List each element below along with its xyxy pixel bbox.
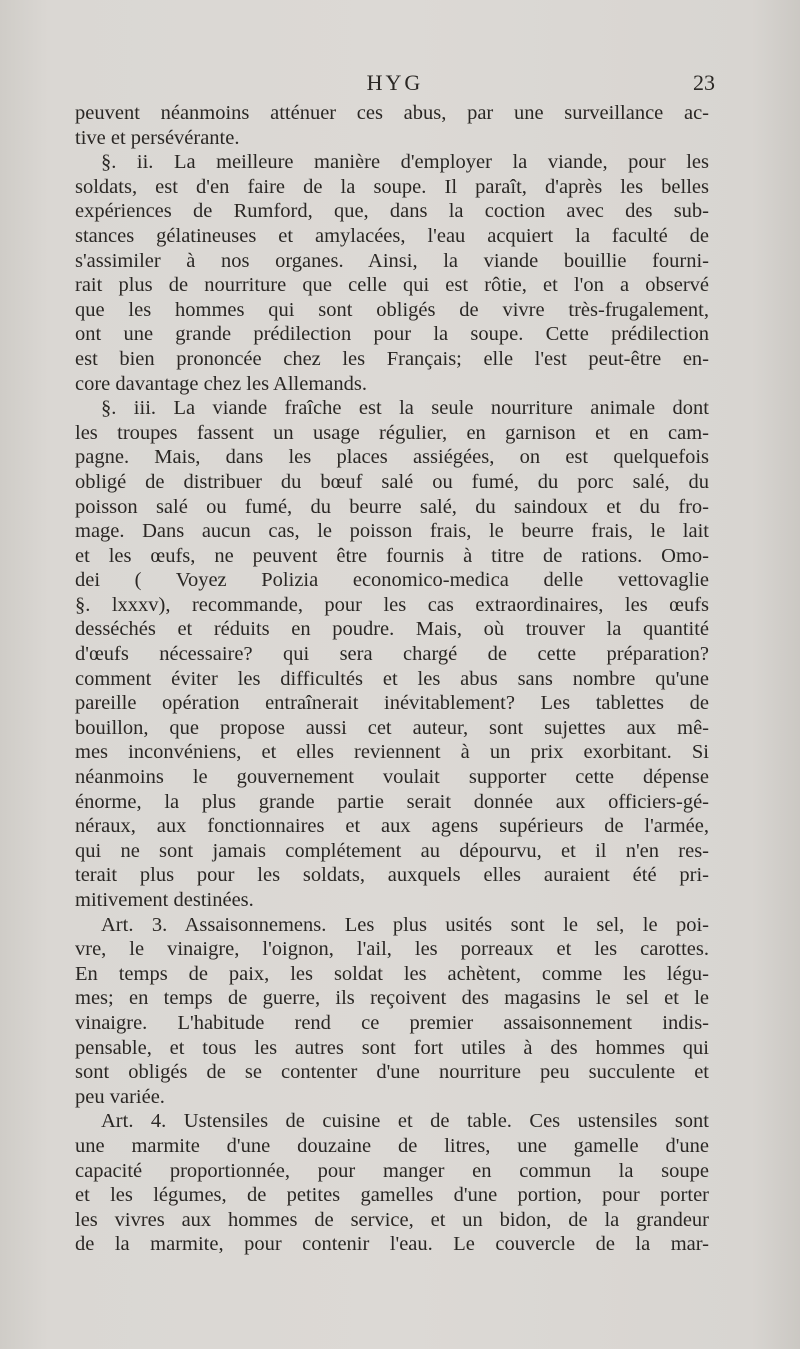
text-line: et les légumes, de petites gamelles d'une portion, pour porter: [75, 1184, 709, 1207]
text-line: énorme, la plus grande partie serait donnée aux officiers-gé-: [75, 790, 709, 813]
text-line: néanmoins le gouvernement voulait supporter cette dépense: [75, 766, 709, 789]
text-line: de la marmite, pour contenir l'eau. Le couvercle de la mar-: [75, 1233, 709, 1256]
text-line: capacité proportionnée, pour manger en commun la soupe: [75, 1159, 709, 1182]
text-line: comment éviter les difficultés et les abus sans nombre qu'une: [75, 667, 709, 690]
text-line: néraux, aux fonctionnaires et aux agens supérieurs de l'armée,: [75, 815, 709, 838]
text-line: stances gélatineuses et amylacées, l'eau acquiert la faculté de: [75, 224, 709, 247]
text-line: pareille opération entraînerait inévitablement? Les tablettes de: [75, 692, 709, 715]
text-line: poisson salé ou fumé, du beurre salé, du saindoux et du fro-: [75, 495, 709, 518]
text-line: mitivement destinées.: [75, 889, 254, 911]
text-line: mes; en temps de guerre, ils reçoivent des magasins le sel et le: [75, 987, 709, 1010]
text-line: obligé de distribuer du bœuf salé ou fumé, du porc salé, du: [75, 470, 709, 493]
text-line: que les hommes qui sont obligés de vivre très-frugalement,: [75, 298, 709, 321]
running-head: HYG: [366, 70, 424, 95]
text-line: les vivres aux hommes de service, et un bidon, de la grandeur: [75, 1208, 709, 1231]
text-line: est bien prononcée chez les Français; elle l'est peut-être en-: [75, 347, 709, 370]
text-line: pagne. Mais, dans les places assiégées, on est quelquefois: [75, 446, 709, 469]
text-line: ont une grande prédilection pour la soupe. Cette prédilection: [75, 323, 709, 346]
page-header: [75, 70, 715, 100]
text-line: §. lxxxv), recommande, pour les cas extraordinaires, les œufs: [75, 593, 709, 616]
text-line: sont obligés de se contenter d'une nourriture peu succulente et: [75, 1061, 709, 1084]
text-line: vinaigre. L'habitude rend ce premier assaisonnement indis-: [75, 1011, 709, 1034]
text-line: d'œufs nécessaire? qui sera chargé de cette préparation?: [75, 643, 709, 666]
text-line: et les œufs, ne peuvent être fournis à titre de rations. Omo-: [75, 544, 709, 567]
text-line: rait plus de nourriture que celle qui est rôtie, et l'on a observé: [75, 274, 709, 297]
body-text: [75, 101, 709, 1257]
text-line: pensable, et tous les autres sont fort utiles à des hommes qui: [75, 1036, 709, 1059]
text-line: core davantage chez les Allemands.: [75, 372, 367, 395]
text-line: tive et persévérante.: [75, 126, 240, 149]
text-line: terait plus pour les soldats, auxquels elles auraient été pri-: [75, 864, 709, 887]
text-line: vre, le vinaigre, l'oignon, l'ail, les porreaux et les carottes.: [75, 938, 709, 961]
text-line: s'assimiler à nos organes. Ainsi, la viande bouillie fourni-: [75, 249, 709, 272]
text-line: Art. 4. Ustensiles de cuisine et de table. Ces ustensiles sont: [101, 1110, 709, 1133]
text-line: mes inconvéniens, et elles reviennent à un prix exorbitant. Si: [75, 741, 709, 764]
page-number: 23: [693, 70, 715, 95]
text-line: mage. Dans aucun cas, le poisson frais, le beurre frais, le lait: [75, 520, 709, 543]
text-line: §. ii. La meilleure manière d'employer la viande, pour les: [101, 151, 709, 174]
text-line: peuvent néanmoins atténuer ces abus, par une surveillance ac-: [75, 102, 709, 124]
text-line: Art. 3. Assaisonnemens. Les plus usités sont le sel, le poi-: [101, 913, 709, 936]
text-line: desséchés et réduits en poudre. Mais, où trouver la quantité: [75, 618, 709, 641]
text-line: En temps de paix, les soldat les achètent, comme les légu-: [75, 962, 709, 985]
text-line: qui ne sont jamais complétement au dépourvu, et il n'en res-: [75, 839, 709, 862]
text-line: bouillon, que propose aussi cet auteur, sont sujettes aux mê-: [75, 716, 709, 739]
text-line: dei ( Voyez Polizia economico-medica delle vettovaglie: [75, 569, 709, 592]
text-line: §. iii. La viande fraîche est la seule nourriture animale dont: [101, 397, 709, 420]
text-line: expériences de Rumford, que, dans la coction avec des sub-: [75, 200, 709, 223]
text-line: les troupes fassent un usage régulier, en garnison et en cam-: [75, 421, 709, 444]
text-line: soldats, est d'en faire de la soupe. Il paraît, d'après les belles: [75, 175, 709, 198]
text-line: une marmite d'une douzaine de litres, une gamelle d'une: [75, 1134, 709, 1157]
text-line: peu variée.: [75, 1085, 165, 1108]
